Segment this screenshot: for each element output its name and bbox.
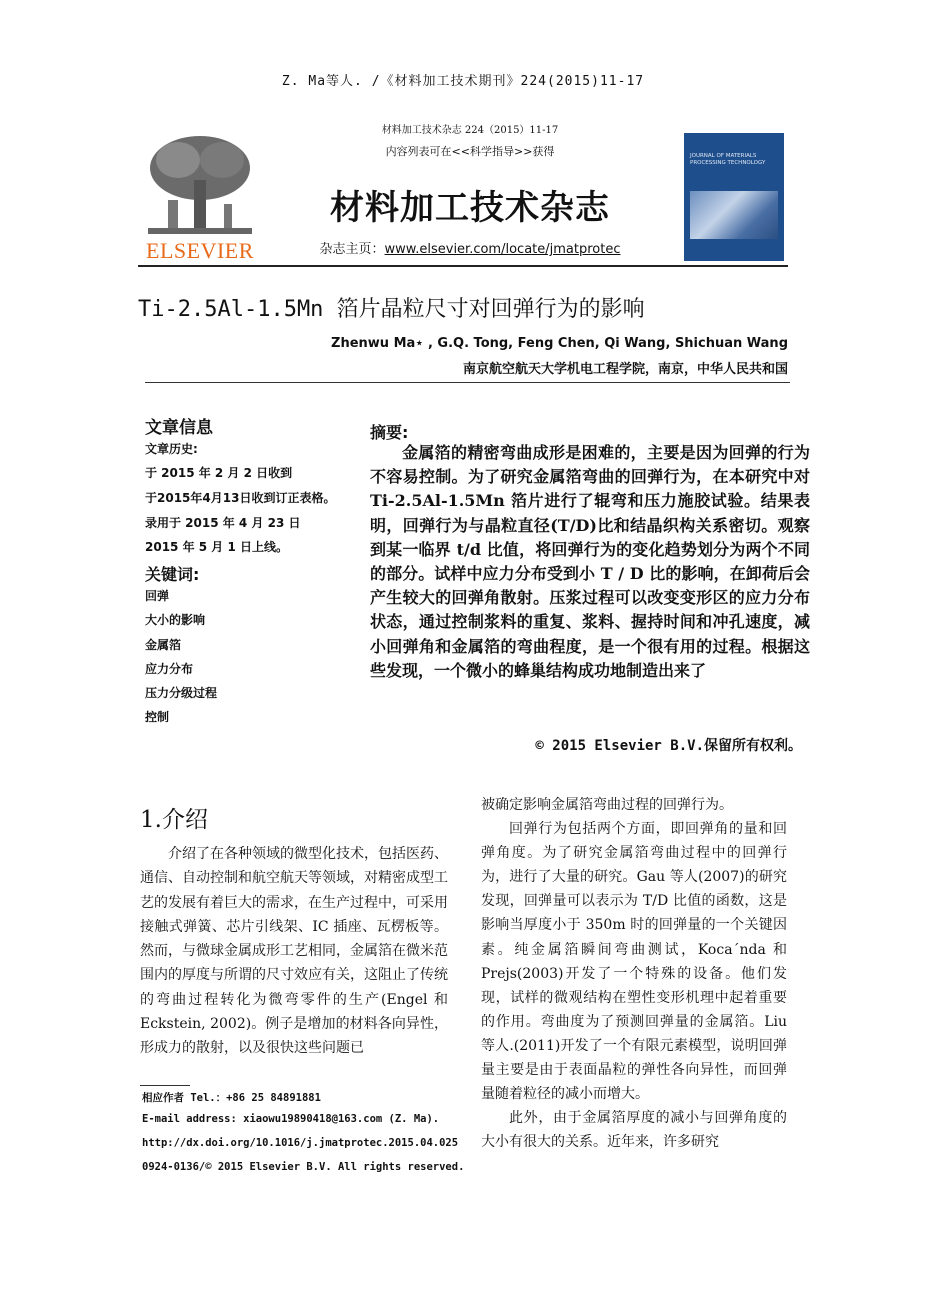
affiliation-rule bbox=[145, 382, 790, 383]
section-heading-introduction: 1.介绍 bbox=[140, 807, 208, 833]
footnote-rule bbox=[140, 1085, 190, 1086]
abstract-copyright: © 2015 Elsevier B.V.保留所有权利。 bbox=[535, 738, 802, 754]
running-head: Z. Ma等人. /《材料加工技术期刊》224(2015)11-17 bbox=[281, 74, 645, 89]
history-revised: 于2015年4月13日收到订正表格。 bbox=[145, 491, 336, 505]
abstract-heading: 摘要: bbox=[370, 423, 409, 442]
footnote-doi[interactable]: http://dx.doi.org/10.1016/j.jmatprotec.2015.04.025 bbox=[142, 1137, 459, 1149]
cover-title: JOURNAL OF MATERIALS PROCESSING TECHNOLOGY bbox=[690, 153, 766, 166]
journal-title: 材料加工技术杂志 bbox=[330, 188, 610, 228]
history-received: 于 2015 年 2 月 2 日收到 bbox=[145, 466, 293, 480]
keyword: 控制 bbox=[145, 710, 170, 724]
contents-availability: 内容列表可在<<科学指导>>获得 bbox=[385, 145, 555, 158]
footnote-email[interactable]: E-mail address: xiaowu19890418@163.com (Z. Ma). bbox=[142, 1113, 440, 1125]
keyword: 大小的影响 bbox=[145, 613, 206, 627]
history-label: 文章历史: bbox=[145, 442, 198, 456]
history-accepted: 录用于 2015 年 4 月 23 日 bbox=[145, 516, 301, 530]
author-list: Zhenwu Ma⋆ , G.Q. Tong, Feng Chen, Qi Wang, Shichuan Wang bbox=[331, 336, 788, 351]
intro-left-column: 介绍了在各种领域的微型化技术，包括医药、通信、自动控制和航空航天等领域，对精密成型工艺的发展有着巨大的需求，在生产过程中，可采用接触式弹簧、芯片引线架、IC 插座、瓦楞板等。然而，与微球金属成形工艺相同，金属箔在微米范围内的厚度与所谓的尺寸效应有关，这阻止了传统的弯曲过程转化为微弯零件的生产(Engel 和 Eckstein, 2002)。例子是增加的材料各向异性，形成力的散射，以及很快这些问题已 bbox=[140, 846, 448, 1057]
intro-right-column bbox=[481, 793, 787, 1154]
keyword: 应力分布 bbox=[145, 662, 194, 676]
keyword: 金属箔 bbox=[145, 638, 182, 652]
abstract-body: 金属箔的精密弯曲成形是困难的，主要是因为回弹的行为不容易控制。为了研究金属箔弯曲的回弹行为，在本研究中对 Ti-2.5Al-1.5Mn 箔片进行了辊弯和压力施胶试验。结果表明，回弹行为与晶粒直径(T/D)比和结晶织构关系密切。观察到某一临界 t/d 比值，将回弹行为的变化趋势划分为两个不同的部分。试样中应力分布受到小 T / D 比的影响，在卸荷后会产生较大的回弹角散射。压浆过程可以改变变形区的应力分布状态，通过控制浆料的重复、浆料、握持时间和冲孔速度，减小回弹角和金属箔的弯曲程度，是一个很有用的过程。根据这些发现，一个微小的蜂巢结构成功地制造出来了 bbox=[370, 443, 810, 680]
homepage-link[interactable]: www.elsevier.com/locate/jmatprotec bbox=[384, 242, 621, 257]
footnote-corresponding: 相应作者 Tel.：+86 25 84891881 bbox=[142, 1092, 321, 1104]
keyword: 压力分级过程 bbox=[145, 686, 218, 700]
article-info-heading: 文章信息 bbox=[145, 418, 213, 438]
article-title: Ti-2.5Al-1.5Mn 箔片晶粒尺寸对回弹行为的影响 bbox=[138, 297, 645, 322]
journal-cover bbox=[684, 133, 784, 261]
paragraph: 回弹行为包括两个方面，即回弹角的量和回弹角度。为了研究金属箔弯曲过程中的回弹行为，进行了大量的研究。Gau 等人(2007)的研究发现，回弹量可以表示为 T/D 比值的函数，这是影响当厚度小于 350m 时的回弹量的一个关键因素。纯金属箔瞬间弯曲测试，Koca´nda 和 Prejs(2003)开发了一个特殊的设备。他们发现，试样的微观结构在塑性变形机理中起着重要的作用。弯曲度为了预测回弹量的金属箔。Liu 等人.(2011)开发了一个有限元素模型，说明回弹量主要是由于表面晶粒的弹性各向异性，而回弹量随着粒径的减小而增大。 bbox=[481, 821, 787, 1103]
keyword: 回弹 bbox=[145, 589, 170, 603]
paragraph: 被确定影响金属箔弯曲过程的回弹行为。 bbox=[481, 797, 733, 813]
history-online: 2015 年 5 月 1 日上线。 bbox=[145, 540, 288, 554]
homepage-label: 杂志主页： bbox=[319, 242, 385, 257]
keywords-heading: 关键词: bbox=[145, 565, 200, 584]
affiliation: 南京航空航天大学机电工程学院，南京，中华人民共和国 bbox=[462, 362, 788, 377]
elsevier-wordmark: ELSEVIER bbox=[146, 238, 254, 263]
header-rule bbox=[138, 265, 788, 267]
cover-image bbox=[690, 191, 778, 239]
journal-homepage bbox=[300, 238, 640, 257]
paragraph: 此外，由于金属箔厚度的减小与回弹角度的大小有很大的关系。近年来，许多研究 bbox=[481, 1110, 787, 1151]
footnote-issn: 0924-0136/© 2015 Elsevier B.V. All rights reserved. bbox=[142, 1161, 465, 1173]
journal-citation: 材料加工技术杂志 224（2015）11-17 bbox=[381, 125, 559, 136]
